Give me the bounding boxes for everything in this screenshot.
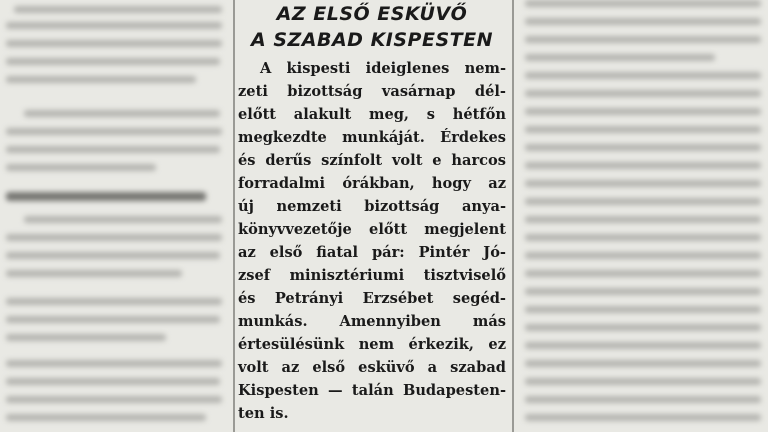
- column-rule-right: [512, 0, 514, 432]
- headline-line-1: AZ ELSŐ ESKÜVŐ: [276, 3, 468, 25]
- right-blurred-column: [515, 0, 768, 432]
- body-line: könyvvezetője előtt megjelent: [238, 221, 506, 238]
- body-line: az első fiatal pár: Pintér Jó-: [238, 244, 506, 261]
- body-line: zsef minisztériumi tisztviselő: [238, 267, 506, 284]
- body-line: előtt alakult meg, s hétfőn: [238, 106, 506, 123]
- body-line: volt az első esküvő a szabad: [238, 359, 506, 376]
- body-line: és derűs színfolt volt e harcos: [238, 152, 506, 169]
- column-rule-left: [233, 0, 235, 432]
- headline-line-2: A SZABAD KISPESTEN: [251, 29, 493, 51]
- body-line: új nemzeti bizottság anya-: [238, 198, 506, 215]
- body-line: ten is.: [238, 405, 289, 422]
- body-line: forradalmi órákban, hogy az: [238, 175, 506, 192]
- body-line: megkezdte munkáját. Érdekes: [238, 129, 506, 146]
- body-line: és Petrányi Erzsébet segéd-: [238, 290, 506, 307]
- body-line: A kispesti ideiglenes nem-: [260, 60, 506, 77]
- article: [238, 0, 506, 432]
- left-blurred-column: [0, 0, 232, 432]
- body-line: zeti bizottság vasárnap dél-: [238, 83, 506, 100]
- body-line: értesülésünk nem érkezik, ez: [238, 336, 506, 353]
- body-line: munkás. Amennyiben más: [238, 313, 506, 330]
- body-line: Kispesten — talán Budapesten-: [238, 382, 506, 399]
